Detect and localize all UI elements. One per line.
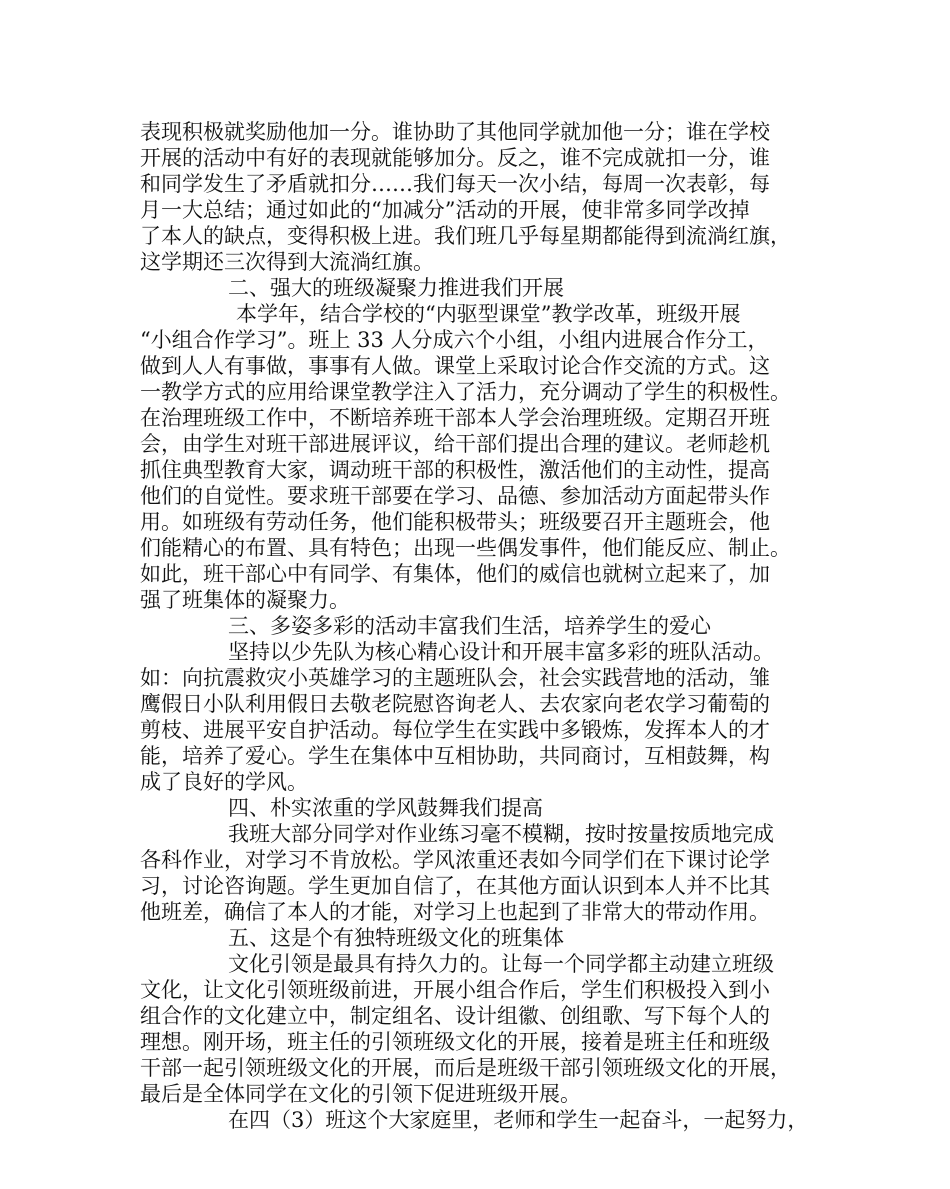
text-line: 们能精心的布置、具有特色；出现一些偶发事件，他们能反应、制止。 — [140, 536, 791, 560]
text-line: 如此，班干部心中有同学、有集体，他们的威信也就树立起来了，加 — [140, 562, 770, 586]
text-line: 各科作业，对学习不肯放松。学风浓重还表如今同学们在下课讨论学 — [140, 848, 770, 872]
text-line: 在四（3）班这个大家庭里，老师和学生一起奋斗，一起努力， — [228, 1108, 809, 1132]
text-line: 坚持以少先队为核心精心设计和开展丰富多彩的班队活动。 — [228, 640, 774, 664]
text-line: 用。如班级有劳动任务，他们能积极带头；班级要召开主题班会，他 — [140, 510, 770, 534]
text-line: 在治理班级工作中，不断培养班干部本人学会治理班级。定期召开班 — [140, 406, 770, 430]
text-line: 一教学方式的应用给课堂教学注入了活力，充分调动了学生的积极性。 — [140, 380, 791, 404]
text-line: 成了良好的学风。 — [140, 770, 308, 794]
section-heading: 二、强大的班级凝聚力推进我们开展 — [228, 276, 564, 300]
text-line: 抓住典型教育大家，调动班干部的积极性，激活他们的主动性，提高 — [140, 458, 770, 482]
text-line: 本学年，结合学校的“内驱型课堂”教学改革，班级开展 — [236, 302, 741, 326]
text-line: 鹰假日小队利用假日去敬老院慰咨询老人、去农家向老农学习葡萄的 — [140, 692, 770, 716]
section-heading: 三、多姿多彩的活动丰富我们生活，培养学生的爱心 — [228, 614, 711, 638]
text-line: 习，讨论咨询题。学生更加自信了，在其他方面认识到本人并不比其 — [140, 874, 770, 898]
text-line: 剪枝、进展平安自护活动。每位学生在实践中多锻炼，发挥本人的才 — [140, 718, 770, 742]
text-line: 他们的自觉性。要求班干部要在学习、品德、参加活动方面起带头作 — [140, 484, 770, 508]
text-line: 能，培养了爱心。学生在集体中互相协助，共同商讨，互相鼓舞，构 — [140, 744, 770, 768]
text-line: “小组合作学习”。班上 33 人分成六个小组，小组内进展合作分工， — [140, 328, 769, 352]
text-line: 做到人人有事做，事事有人做。课堂上采取讨论合作交流的方式。这 — [140, 354, 770, 378]
text-line: 表现积极就奖励他加一分。谁协助了其他同学就加他一分；谁在学校 — [140, 120, 770, 144]
text-line: 干部一起引领班级文化的开展，而后是班级干部引领班级文化的开展， — [140, 1056, 791, 1080]
text-line: 这学期还三次得到大流淌红旗。 — [140, 250, 434, 274]
document-page — [140, 119, 826, 1133]
text-line: 强了班集体的凝聚力。 — [140, 588, 350, 612]
text-line: 了本人的缺点，变得积极上进。我们班几乎每星期都能得到流淌红旗， — [140, 224, 791, 248]
text-line: 文化，让文化引领班级前进，开展小组合作后，学生们积极投入到小 — [140, 978, 770, 1002]
text-line: 月一大总结；通过如此的“加减分”活动的开展，使非常多同学改掉 — [140, 198, 750, 222]
text-line: 开展的活动中有好的表现就能够加分。反之，谁不完成就扣一分，谁 — [140, 146, 770, 170]
text-line: 我班大部分同学对作业练习毫不模糊，按时按量按质地完成 — [228, 822, 774, 846]
text-line: 文化引领是最具有持久力的。让每一个同学都主动建立班级 — [228, 952, 774, 976]
text-line: 他班差，确信了本人的才能，对学习上也起到了非常大的带动作用。 — [140, 900, 770, 924]
text-line: 理想。刚开场，班主任的引领班级文化的开展，接着是班主任和班级 — [140, 1030, 770, 1054]
text-line: 组合作的文化建立中，制定组名、设计组徽、创组歌、写下每个人的 — [140, 1004, 770, 1028]
text-line: 如：向抗震救灾小英雄学习的主题班队会，社会实践营地的活动，雏 — [140, 666, 770, 690]
section-heading: 四、朴实浓重的学风鼓舞我们提高 — [228, 796, 543, 820]
text-line: 和同学发生了矛盾就扣分……我们每天一次小结，每周一次表彰，每 — [140, 172, 770, 196]
text-line: 最后是全体同学在文化的引领下促进班级开展。 — [140, 1082, 581, 1106]
text-line: 会，由学生对班干部进展评议，给干部们提出合理的建议。老师趁机 — [140, 432, 770, 456]
section-heading: 五、这是个有独特班级文化的班集体 — [228, 926, 564, 950]
